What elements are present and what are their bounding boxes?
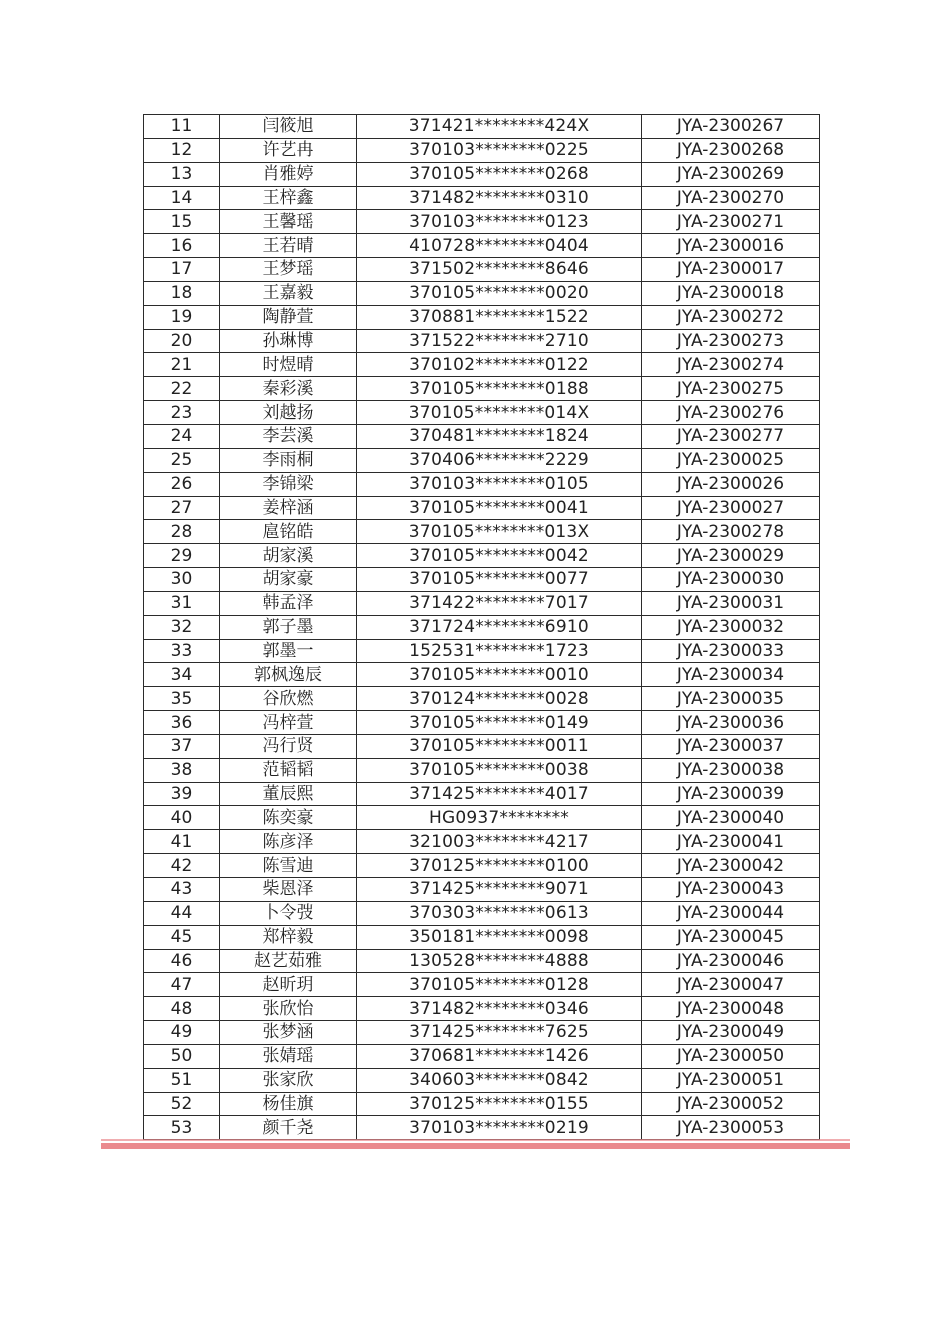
row-number-cell: 45 (144, 925, 220, 949)
id-number-cell: 370105********0010 (357, 663, 642, 687)
student-name-cell: 陶静萱 (220, 305, 357, 329)
row-number-cell: 33 (144, 639, 220, 663)
certificate-number-cell: JYA-2300043 (642, 878, 820, 902)
row-number-cell: 14 (144, 186, 220, 210)
certificate-number-cell: JYA-2300276 (642, 401, 820, 425)
id-number-cell: 371425********4017 (357, 782, 642, 806)
student-name-cell: 冯行贤 (220, 734, 357, 758)
table-row (144, 711, 820, 735)
id-number-cell: 350181********0098 (357, 925, 642, 949)
certificate-number-cell: JYA-2300047 (642, 973, 820, 997)
table-row (144, 1021, 820, 1045)
student-name-cell: 王梓鑫 (220, 186, 357, 210)
row-number-cell: 16 (144, 234, 220, 258)
table-row (144, 329, 820, 353)
row-number-cell: 44 (144, 901, 220, 925)
table-row (144, 854, 820, 878)
certificate-number-cell: JYA-2300026 (642, 472, 820, 496)
id-number-cell: 370103********0219 (357, 1116, 642, 1140)
certificate-number-cell: JYA-2300045 (642, 925, 820, 949)
table-row (144, 973, 820, 997)
student-name-cell: 孙琳博 (220, 329, 357, 353)
id-number-cell: 371422********7017 (357, 591, 642, 615)
id-number-cell: 370103********0225 (357, 138, 642, 162)
id-number-cell: 370105********0020 (357, 281, 642, 305)
certificate-number-cell: JYA-2300273 (642, 329, 820, 353)
student-name-cell: 张欣怡 (220, 997, 357, 1021)
student-name-cell: 李芸溪 (220, 424, 357, 448)
table-row (144, 997, 820, 1021)
table-row (144, 281, 820, 305)
id-number-cell: 370103********0123 (357, 210, 642, 234)
student-name-cell: 郭枫逸辰 (220, 663, 357, 687)
certificate-number-cell: JYA-2300039 (642, 782, 820, 806)
table-row (144, 115, 820, 139)
student-name-cell: 张婧瑶 (220, 1044, 357, 1068)
roster-table (143, 114, 820, 1140)
row-number-cell: 52 (144, 1092, 220, 1116)
student-name-cell: 秦彩溪 (220, 377, 357, 401)
certificate-number-cell: JYA-2300275 (642, 377, 820, 401)
table-row (144, 1068, 820, 1092)
row-number-cell: 49 (144, 1021, 220, 1045)
id-number-cell: 370881********1522 (357, 305, 642, 329)
certificate-number-cell: JYA-2300025 (642, 448, 820, 472)
certificate-number-cell: JYA-2300016 (642, 234, 820, 258)
table-row (144, 758, 820, 782)
table-row (144, 353, 820, 377)
row-number-cell: 41 (144, 830, 220, 854)
row-number-cell: 29 (144, 544, 220, 568)
student-name-cell: 杨佳旗 (220, 1092, 357, 1116)
student-name-cell: 郭子墨 (220, 615, 357, 639)
certificate-number-cell: JYA-2300272 (642, 305, 820, 329)
row-number-cell: 40 (144, 806, 220, 830)
row-number-cell: 18 (144, 281, 220, 305)
table-row (144, 401, 820, 425)
id-number-cell: 410728********0404 (357, 234, 642, 258)
id-number-cell: 370124********0028 (357, 687, 642, 711)
student-name-cell: 赵昕玥 (220, 973, 357, 997)
row-number-cell: 25 (144, 448, 220, 472)
id-number-cell: 370102********0122 (357, 353, 642, 377)
certificate-number-cell: JYA-2300036 (642, 711, 820, 735)
row-number-cell: 51 (144, 1068, 220, 1092)
certificate-number-cell: JYA-2300269 (642, 162, 820, 186)
table-row (144, 1044, 820, 1068)
certificate-number-cell: JYA-2300038 (642, 758, 820, 782)
student-name-cell: 陈彦泽 (220, 830, 357, 854)
certificate-number-cell: JYA-2300268 (642, 138, 820, 162)
table-row (144, 424, 820, 448)
student-name-cell: 胡家豪 (220, 568, 357, 592)
certificate-number-cell: JYA-2300035 (642, 687, 820, 711)
roster-table-body (144, 115, 820, 1140)
student-name-cell: 韩孟泽 (220, 591, 357, 615)
id-number-cell: 370105********014X (357, 401, 642, 425)
table-row (144, 1116, 820, 1140)
student-name-cell: 时煜晴 (220, 353, 357, 377)
student-name-cell: 胡家溪 (220, 544, 357, 568)
row-number-cell: 34 (144, 663, 220, 687)
student-name-cell: 李雨桐 (220, 448, 357, 472)
id-number-cell: 370125********0100 (357, 854, 642, 878)
certificate-number-cell: JYA-2300274 (642, 353, 820, 377)
row-number-cell: 38 (144, 758, 220, 782)
id-number-cell: 370105********013X (357, 520, 642, 544)
certificate-number-cell: JYA-2300033 (642, 639, 820, 663)
id-number-cell: 371425********9071 (357, 878, 642, 902)
student-name-cell: 闫筱旭 (220, 115, 357, 139)
row-number-cell: 19 (144, 305, 220, 329)
row-number-cell: 21 (144, 353, 220, 377)
student-name-cell: 范韬韬 (220, 758, 357, 782)
table-row (144, 138, 820, 162)
table-row (144, 544, 820, 568)
id-number-cell: 370105********0149 (357, 711, 642, 735)
student-name-cell: 陈奕豪 (220, 806, 357, 830)
row-number-cell: 22 (144, 377, 220, 401)
certificate-number-cell: JYA-2300046 (642, 949, 820, 973)
id-number-cell: 370105********0128 (357, 973, 642, 997)
student-name-cell: 董辰熙 (220, 782, 357, 806)
id-number-cell: 340603********0842 (357, 1068, 642, 1092)
row-number-cell: 28 (144, 520, 220, 544)
table-row (144, 210, 820, 234)
certificate-number-cell: JYA-2300271 (642, 210, 820, 234)
certificate-number-cell: JYA-2300030 (642, 568, 820, 592)
table-row (144, 782, 820, 806)
student-name-cell: 卜令弢 (220, 901, 357, 925)
certificate-number-cell: JYA-2300034 (642, 663, 820, 687)
certificate-number-cell: JYA-2300029 (642, 544, 820, 568)
certificate-number-cell: JYA-2300031 (642, 591, 820, 615)
id-number-cell: 370105********0268 (357, 162, 642, 186)
student-name-cell: 赵艺茹雅 (220, 949, 357, 973)
id-number-cell: 371425********7625 (357, 1021, 642, 1045)
student-name-cell: 许艺冉 (220, 138, 357, 162)
certificate-number-cell: JYA-2300051 (642, 1068, 820, 1092)
certificate-number-cell: JYA-2300044 (642, 901, 820, 925)
student-name-cell: 张家欣 (220, 1068, 357, 1092)
id-number-cell: 370105********0011 (357, 734, 642, 758)
table-row (144, 472, 820, 496)
table-row (144, 258, 820, 282)
row-number-cell: 53 (144, 1116, 220, 1140)
row-number-cell: 35 (144, 687, 220, 711)
row-number-cell: 50 (144, 1044, 220, 1068)
student-name-cell: 李锦梁 (220, 472, 357, 496)
row-number-cell: 47 (144, 973, 220, 997)
student-name-cell: 郭墨一 (220, 639, 357, 663)
row-number-cell: 27 (144, 496, 220, 520)
id-number-cell: 370105********0188 (357, 377, 642, 401)
row-number-cell: 20 (144, 329, 220, 353)
student-name-cell: 颜千尧 (220, 1116, 357, 1140)
certificate-number-cell: JYA-2300052 (642, 1092, 820, 1116)
id-number-cell: 370103********0105 (357, 472, 642, 496)
table-row (144, 925, 820, 949)
certificate-number-cell: JYA-2300037 (642, 734, 820, 758)
table-row (144, 1092, 820, 1116)
id-number-cell: 371724********6910 (357, 615, 642, 639)
id-number-cell: 371502********8646 (357, 258, 642, 282)
student-name-cell: 王馨瑶 (220, 210, 357, 234)
id-number-cell: 371421********424X (357, 115, 642, 139)
certificate-number-cell: JYA-2300270 (642, 186, 820, 210)
table-row (144, 830, 820, 854)
row-number-cell: 43 (144, 878, 220, 902)
table-row (144, 806, 820, 830)
table-row (144, 591, 820, 615)
id-number-cell: 370105********0038 (357, 758, 642, 782)
student-name-cell: 姜梓涵 (220, 496, 357, 520)
table-row (144, 878, 820, 902)
row-number-cell: 32 (144, 615, 220, 639)
student-name-cell: 柴恩泽 (220, 878, 357, 902)
row-number-cell: 42 (144, 854, 220, 878)
id-number-cell: 370125********0155 (357, 1092, 642, 1116)
row-number-cell: 17 (144, 258, 220, 282)
table-row (144, 568, 820, 592)
row-number-cell: 11 (144, 115, 220, 139)
certificate-number-cell: JYA-2300053 (642, 1116, 820, 1140)
id-number-cell: 152531********1723 (357, 639, 642, 663)
certificate-number-cell: JYA-2300048 (642, 997, 820, 1021)
certificate-number-cell: JYA-2300018 (642, 281, 820, 305)
row-number-cell: 36 (144, 711, 220, 735)
row-number-cell: 39 (144, 782, 220, 806)
table-row (144, 162, 820, 186)
certificate-number-cell: JYA-2300050 (642, 1044, 820, 1068)
table-row (144, 520, 820, 544)
table-row (144, 663, 820, 687)
student-name-cell: 王梦瑶 (220, 258, 357, 282)
certificate-number-cell: JYA-2300027 (642, 496, 820, 520)
student-name-cell: 王嘉毅 (220, 281, 357, 305)
table-row (144, 448, 820, 472)
table-row (144, 377, 820, 401)
id-number-cell: 370481********1824 (357, 424, 642, 448)
row-number-cell: 31 (144, 591, 220, 615)
id-number-cell: 370303********0613 (357, 901, 642, 925)
red-divider-thin (101, 1139, 850, 1141)
student-name-cell: 冯梓萱 (220, 711, 357, 735)
row-number-cell: 37 (144, 734, 220, 758)
id-number-cell: 371482********0310 (357, 186, 642, 210)
row-number-cell: 30 (144, 568, 220, 592)
id-number-cell: 370105********0042 (357, 544, 642, 568)
id-number-cell: HG0937******** (357, 806, 642, 830)
table-row (144, 639, 820, 663)
student-name-cell: 陈雪迪 (220, 854, 357, 878)
table-row (144, 615, 820, 639)
table-row (144, 734, 820, 758)
certificate-number-cell: JYA-2300042 (642, 854, 820, 878)
table-row (144, 496, 820, 520)
id-number-cell: 370681********1426 (357, 1044, 642, 1068)
student-name-cell: 刘越扬 (220, 401, 357, 425)
student-name-cell: 谷欣燃 (220, 687, 357, 711)
student-name-cell: 王若晴 (220, 234, 357, 258)
certificate-number-cell: JYA-2300049 (642, 1021, 820, 1045)
row-number-cell: 12 (144, 138, 220, 162)
table-row (144, 901, 820, 925)
certificate-number-cell: JYA-2300040 (642, 806, 820, 830)
table-row (144, 305, 820, 329)
row-number-cell: 13 (144, 162, 220, 186)
id-number-cell: 321003********4217 (357, 830, 642, 854)
row-number-cell: 23 (144, 401, 220, 425)
row-number-cell: 15 (144, 210, 220, 234)
id-number-cell: 370105********0077 (357, 568, 642, 592)
certificate-number-cell: JYA-2300032 (642, 615, 820, 639)
table-row (144, 186, 820, 210)
table-row (144, 949, 820, 973)
id-number-cell: 371482********0346 (357, 997, 642, 1021)
id-number-cell: 130528********4888 (357, 949, 642, 973)
certificate-number-cell: JYA-2300277 (642, 424, 820, 448)
certificate-number-cell: JYA-2300041 (642, 830, 820, 854)
row-number-cell: 24 (144, 424, 220, 448)
student-name-cell: 张梦涵 (220, 1021, 357, 1045)
row-number-cell: 26 (144, 472, 220, 496)
id-number-cell: 371522********2710 (357, 329, 642, 353)
id-number-cell: 370105********0041 (357, 496, 642, 520)
table-row (144, 234, 820, 258)
id-number-cell: 370406********2229 (357, 448, 642, 472)
student-name-cell: 郑梓毅 (220, 925, 357, 949)
certificate-number-cell: JYA-2300267 (642, 115, 820, 139)
student-name-cell: 扈铭皓 (220, 520, 357, 544)
certificate-number-cell: JYA-2300017 (642, 258, 820, 282)
student-name-cell: 肖雅婷 (220, 162, 357, 186)
certificate-number-cell: JYA-2300278 (642, 520, 820, 544)
red-divider-thick (101, 1143, 850, 1149)
table-row (144, 687, 820, 711)
row-number-cell: 46 (144, 949, 220, 973)
row-number-cell: 48 (144, 997, 220, 1021)
